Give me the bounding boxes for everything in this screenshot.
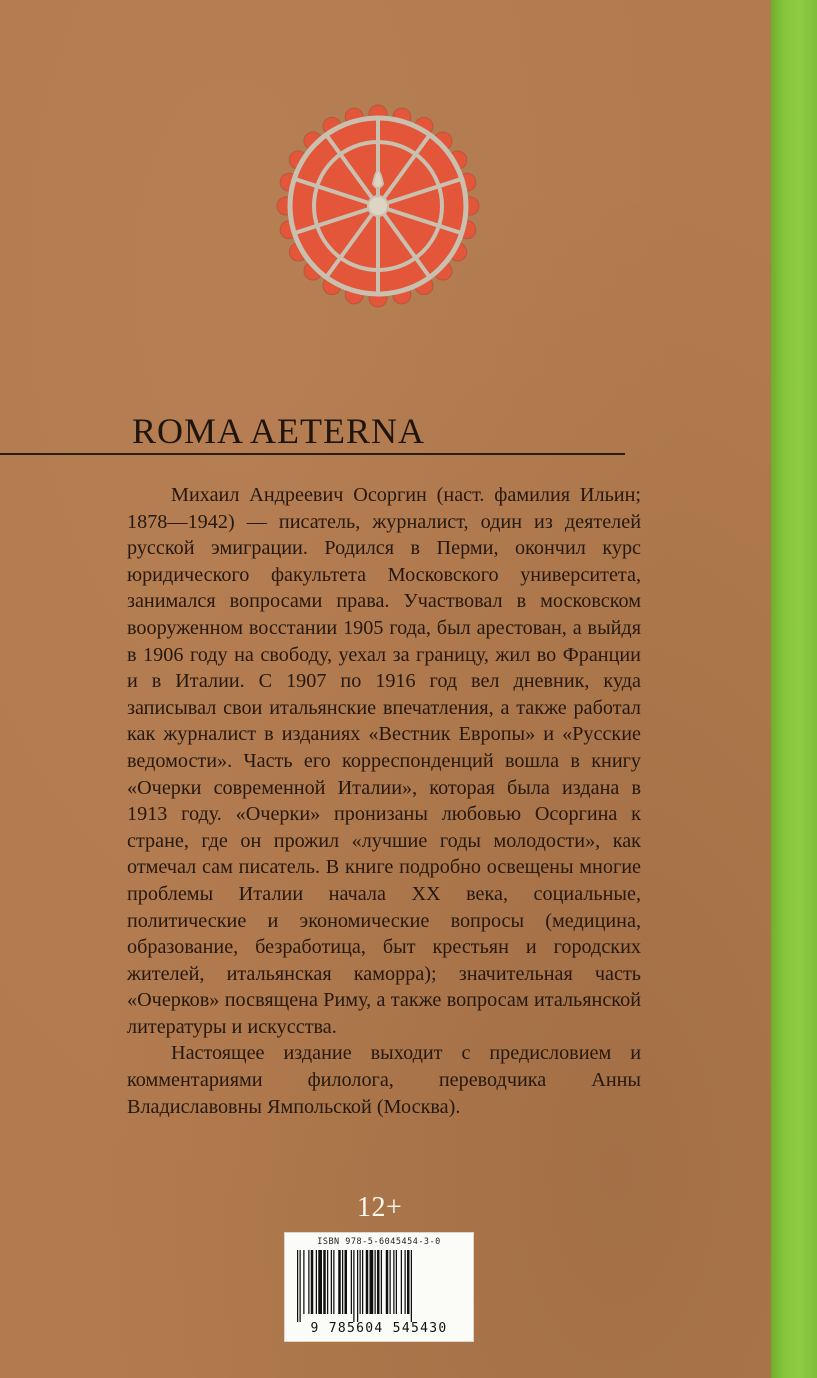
barcode-bar (386, 1250, 389, 1314)
barcode-bar (333, 1250, 334, 1314)
barcode-bar (311, 1250, 314, 1314)
spine-edge (771, 0, 817, 1378)
isbn-barcode (284, 1232, 474, 1342)
barcode-bar (353, 1250, 354, 1322)
barcode-digits: 9 785604 545430 (310, 1321, 448, 1336)
barcode-bar (360, 1250, 361, 1314)
barcode-bar (366, 1250, 369, 1314)
barcode-bar (316, 1250, 317, 1314)
barcode-bar (308, 1250, 309, 1314)
barcode-bar (357, 1250, 358, 1322)
barcode-bar (331, 1250, 332, 1314)
barcode-bar (297, 1250, 298, 1322)
isbn-label: ISBN 978-5-6045454-3-0 (317, 1237, 441, 1247)
description-paragraph: Настоящее издание выходит с предисловием и комментариями филолога, переводчика Анны Владиславовны Ямпольской (Москва). (127, 1042, 641, 1118)
barcode-bar (377, 1250, 380, 1314)
barcode-bar (342, 1250, 343, 1314)
barcode-bar (390, 1250, 391, 1314)
barcode-bar (300, 1250, 301, 1322)
barcode-bar (370, 1250, 374, 1314)
barcode-bar (327, 1250, 328, 1314)
barcode-bar (407, 1250, 410, 1314)
barcode-bar (375, 1250, 376, 1314)
barcode-bars (295, 1250, 465, 1322)
barcode-bar (405, 1250, 406, 1314)
barcode-bar (345, 1250, 348, 1314)
age-rating: 12+ (357, 1192, 403, 1223)
title-divider (0, 453, 625, 455)
emblem-center (368, 196, 388, 216)
barcode-bar (338, 1250, 341, 1314)
barcode-bar (318, 1250, 322, 1314)
barcode-bar (351, 1250, 352, 1314)
description-paragraph: Михаил Андреевич Осоргин (наст. фамилия Ильин; 1878—1942) — писатель, журналист, один из деятелей русской эмиграции. Родился в Перми, окончил курс юридического факультета Московского университета, занимался вопросами права. Участвовал в московском вооруженном восстании 1905 года, был арестован, а выйдя в 1906 году на свободу, уехал за границу, жил во Франции и в Италии. С 1907 по 1916 год вел дневник, куда записывал свои итальянские впечатления, а также работал как журналист в изданиях «Вестник Европы» и «Русские ведомости». Часть его корреспонденций вошла в книгу «Очерки современной Италии», которая была издана в 1913 году. «Очерки» пронизаны любовью Осоргина к стране, где он прожил «лучшие годы молодости», как отмечал сам писатель. В книге подробно освещены многие проблемы Италии начала XX века, социальные, политические и экономические вопросы (медицина, образование, безработица, быт крестьян и городских жителей, итальянская каморра); значительная часть «Очерков» посвящена Риму, а также вопросам итальянской литературы и искусства. (127, 484, 641, 1038)
book-description (127, 482, 641, 1120)
barcode-bar (362, 1250, 363, 1314)
barcode-bar (381, 1250, 382, 1314)
barcode-bar (303, 1250, 304, 1314)
barcode-bar (401, 1250, 402, 1314)
barcode-bar (396, 1250, 397, 1314)
series-title: ROMA AETERNA (132, 411, 426, 451)
barcode-bar (323, 1250, 326, 1314)
barcode-bar (411, 1250, 412, 1322)
rosette-emblem-icon (268, 96, 488, 316)
barcode-bar (393, 1250, 394, 1314)
